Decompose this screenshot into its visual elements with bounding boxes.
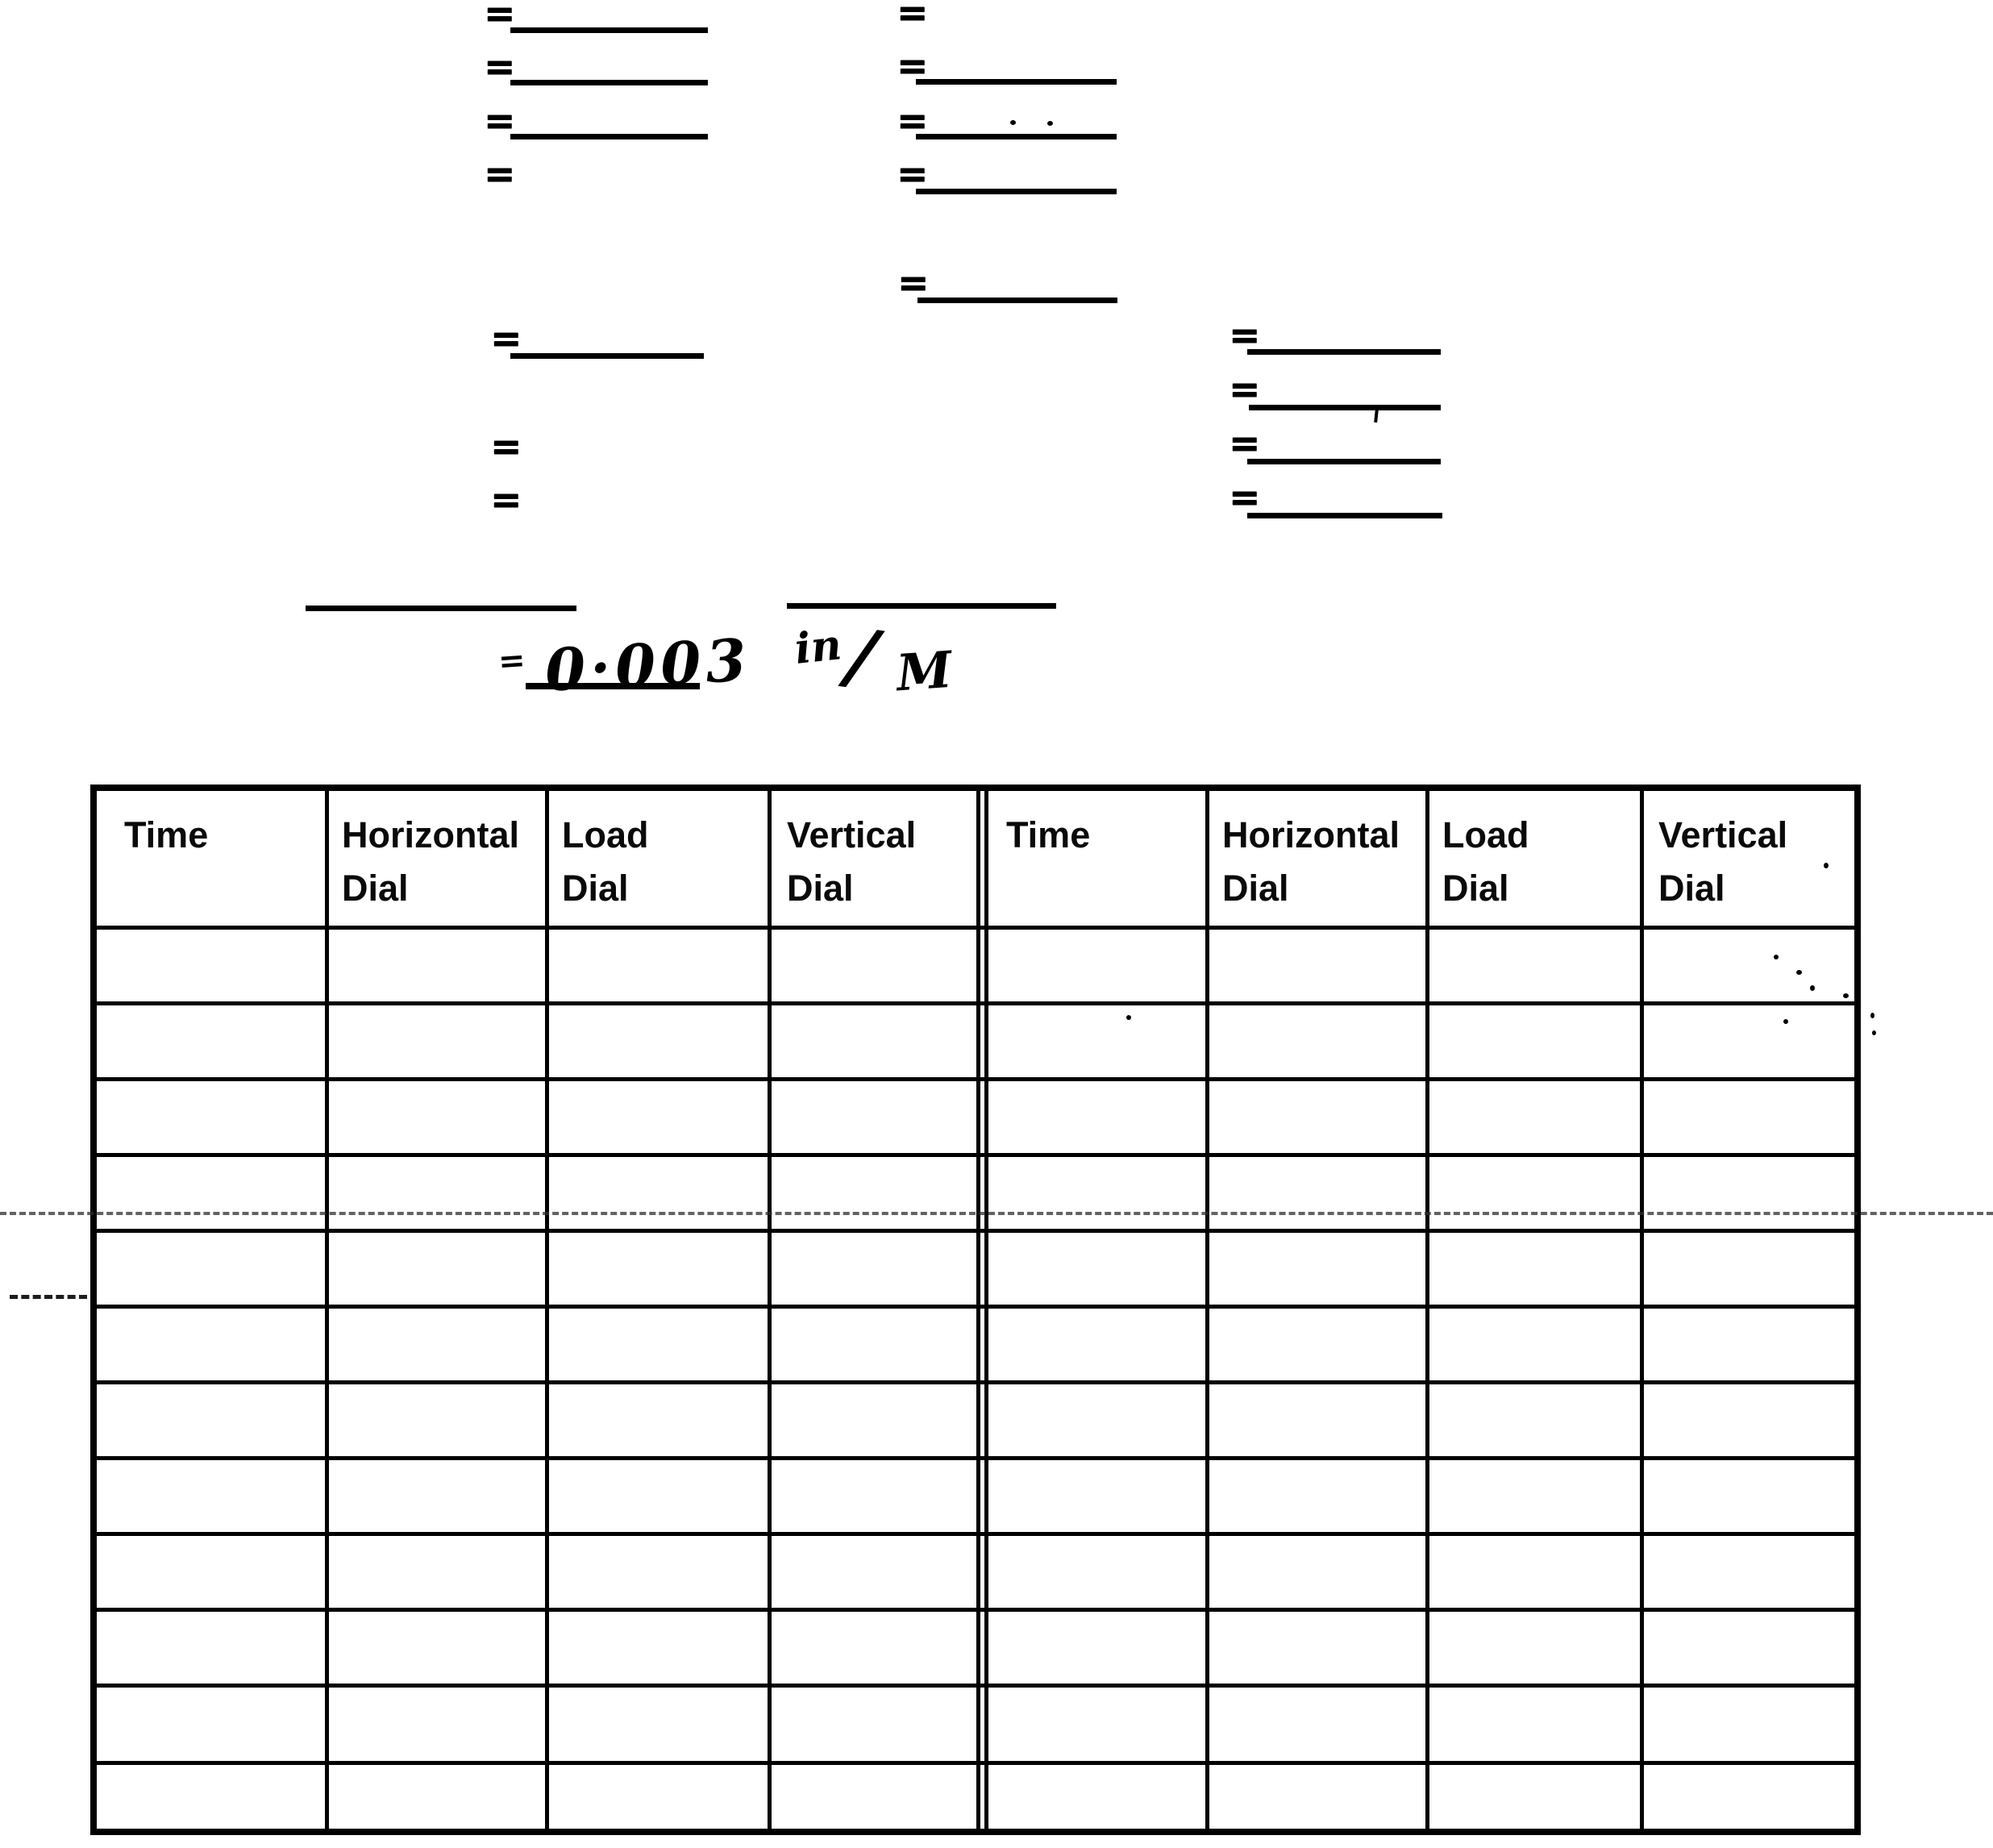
data-table bbox=[90, 785, 1861, 1835]
ink-speck bbox=[1870, 1013, 1874, 1018]
equals-sign: = bbox=[897, 98, 928, 142]
equals-sign: = bbox=[897, 44, 928, 87]
table-row-rule bbox=[97, 926, 1854, 930]
equals-sign: = bbox=[1229, 421, 1260, 464]
handwritten-value: 0·003 bbox=[543, 625, 753, 705]
table-row-rule bbox=[97, 1684, 1854, 1688]
ink-speck bbox=[1843, 993, 1849, 998]
table-row-rule bbox=[97, 1456, 1854, 1460]
table-row-rule bbox=[97, 1077, 1854, 1081]
ink-speck bbox=[1126, 1015, 1131, 1020]
column-header-vertical-dial: Vertical Dial bbox=[787, 814, 917, 909]
fill-in-blank bbox=[917, 298, 1117, 303]
equals-sign: = bbox=[484, 152, 515, 195]
column-header-time: Time bbox=[124, 814, 209, 855]
ink-speck bbox=[1872, 1030, 1876, 1035]
handwritten-unit-slash: / bbox=[842, 611, 881, 701]
table-column-rule bbox=[1640, 791, 1644, 1829]
ink-speck bbox=[1810, 985, 1815, 991]
fill-in-blank bbox=[1247, 349, 1441, 355]
equals-sign: = bbox=[484, 0, 515, 35]
fill-in-blank bbox=[916, 134, 1117, 139]
column-header-vertical-dial: Vertical Dial bbox=[1658, 814, 1788, 909]
overline-rule bbox=[787, 603, 1056, 609]
column-header-load-dial: Load Dial bbox=[562, 814, 649, 909]
fill-in-blank bbox=[1249, 405, 1441, 410]
ink-speck bbox=[1824, 863, 1829, 868]
table-column-rule bbox=[984, 791, 988, 1829]
table-column-rule bbox=[976, 791, 980, 1829]
column-header-load-dial: Load Dial bbox=[1442, 814, 1529, 909]
fold-line-artifact bbox=[0, 1212, 1993, 1215]
table-column-rule bbox=[325, 791, 329, 1829]
handwritten-unit-numerator: in bbox=[792, 620, 844, 674]
equals-sign: = bbox=[490, 424, 522, 468]
fill-in-blank bbox=[510, 27, 708, 33]
fill-in-blank bbox=[1247, 459, 1441, 464]
fill-in-blank bbox=[510, 80, 708, 85]
column-header-time: Time bbox=[1006, 814, 1091, 855]
fill-in-blank bbox=[510, 353, 704, 359]
fill-in-blank bbox=[916, 189, 1117, 194]
equals-sign: = bbox=[1229, 475, 1260, 518]
handwritten-equals: = bbox=[497, 640, 527, 681]
equals-sign: = bbox=[1229, 367, 1260, 410]
ink-speck bbox=[1774, 955, 1779, 959]
table-row-rule bbox=[97, 1761, 1854, 1765]
table-column-rule bbox=[768, 791, 772, 1829]
equals-sign: = bbox=[897, 152, 928, 195]
equals-sign: = bbox=[484, 44, 515, 88]
column-header-horizontal-dial: Horizontal Dial bbox=[342, 814, 519, 909]
table-column-rule bbox=[1205, 791, 1209, 1829]
equals-sign: = bbox=[490, 316, 522, 360]
table-row-rule bbox=[97, 1153, 1854, 1157]
table-column-rule bbox=[545, 791, 549, 1829]
table-row-rule bbox=[97, 1001, 1854, 1005]
overline-rule bbox=[306, 606, 576, 611]
equals-sign: = bbox=[897, 0, 928, 34]
table-column-rule bbox=[1425, 791, 1429, 1829]
ink-speck bbox=[1010, 120, 1016, 125]
ink-speck bbox=[1047, 121, 1053, 126]
column-header-horizontal-dial: Horizontal Dial bbox=[1222, 814, 1400, 909]
fill-in-blank bbox=[916, 79, 1117, 85]
table-row-rule bbox=[97, 1380, 1854, 1384]
table-row-rule bbox=[97, 1532, 1854, 1536]
equals-sign: = bbox=[484, 98, 515, 142]
fill-in-blank bbox=[1247, 513, 1442, 518]
equals-sign: = bbox=[1229, 313, 1260, 356]
table-row-rule bbox=[97, 1305, 1854, 1309]
handwritten-unit-denominator: M bbox=[894, 639, 955, 703]
stray-mark-artifact bbox=[1374, 410, 1379, 422]
ink-speck bbox=[1796, 970, 1802, 975]
table-row-rule bbox=[97, 1229, 1854, 1233]
fill-in-blank bbox=[510, 134, 708, 139]
margin-dash-artifact bbox=[10, 1295, 87, 1299]
equals-sign: = bbox=[897, 260, 929, 304]
table-row-rule bbox=[97, 1608, 1854, 1612]
handwritten-underline bbox=[526, 683, 700, 689]
ink-speck bbox=[1783, 1019, 1788, 1024]
equals-sign: = bbox=[490, 477, 522, 521]
